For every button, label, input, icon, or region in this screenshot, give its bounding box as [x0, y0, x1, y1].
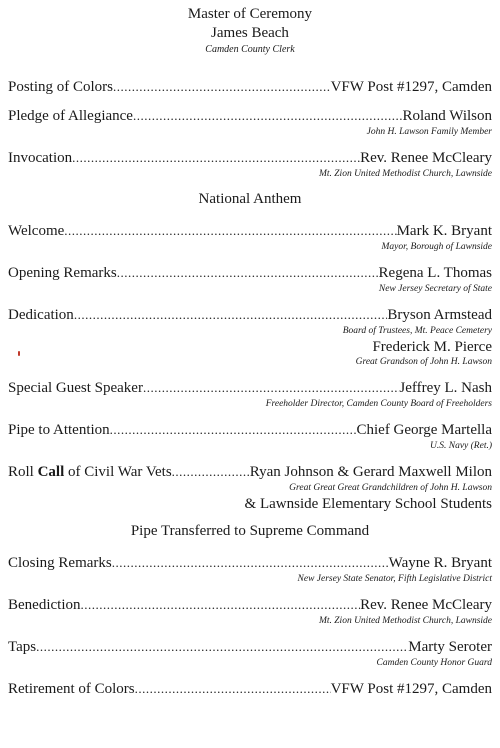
program-page	[8, 0, 492, 748]
program-entry-pledge	[8, 106, 492, 139]
dot-leader	[64, 221, 396, 240]
program-entry-taps	[8, 637, 492, 670]
dot-leader	[113, 77, 331, 96]
entry-name: Bryson Armstead	[387, 307, 492, 323]
entry-label: Dedication	[8, 307, 74, 323]
entry-extra-name: & Lawnside Elementary School Students	[244, 496, 492, 512]
dot-leader	[74, 305, 388, 324]
entry-label: Special Guest Speaker	[8, 380, 143, 396]
program-entry-welcome	[8, 221, 492, 254]
entry-name: Marty Seroter	[408, 639, 492, 655]
entry-name: Rev. Renee McCleary	[360, 150, 492, 166]
ink-mark	[18, 351, 20, 356]
entry-name: Ryan Johnson & Gerard Maxwell Milon	[249, 464, 492, 480]
section-heading-pipe-transferred: Pipe Transferred to Supreme Command	[130, 523, 370, 539]
entry-label: Closing Remarks	[8, 555, 112, 571]
entry-subtitle: Mayor, Borough of Lawnside	[381, 242, 492, 252]
entry-name: VFW Post #1297, Camden	[330, 681, 492, 697]
dot-leader	[117, 263, 379, 282]
dot-leader	[112, 553, 389, 572]
entry-subtitle: New Jersey Secretary of State	[378, 284, 492, 294]
entry-name: Mark K. Bryant	[396, 223, 492, 239]
dot-leader	[133, 106, 402, 125]
entry-name: Jeffrey L. Nash	[399, 380, 492, 396]
program-entry-dedication	[8, 305, 492, 369]
entry-subtitle: Mt. Zion United Methodist Church, Lawnside	[318, 616, 492, 626]
program-entry-benediction	[8, 595, 492, 628]
program-entry-retirement-of-colors	[8, 679, 492, 699]
program-header	[8, 5, 492, 57]
entry-label-pre: Roll	[8, 464, 38, 480]
entry-name: Roland Wilson	[402, 108, 492, 124]
dot-leader	[80, 595, 360, 614]
entry-label-post: of Civil War Vets	[64, 464, 172, 480]
entry-subtitle: Camden County Honor Guard	[376, 658, 492, 668]
entry-name: Chief George Martella	[356, 422, 492, 438]
entry-label: Retirement of Colors	[8, 681, 135, 697]
entry-subtitle: U.S. Navy (Ret.)	[430, 441, 492, 451]
program-entry-pipe-to-attention	[8, 420, 492, 453]
program-entry-special-guest-speaker	[8, 378, 492, 411]
entry-label: Opening Remarks	[8, 265, 117, 281]
entry-label: Welcome	[8, 223, 65, 239]
entry-subtitle: New Jersey State Senator, Fifth Legislative District	[297, 574, 492, 584]
entry-subtitle: Board of Trustees, Mt. Peace Cemetery	[342, 326, 492, 336]
dot-leader	[172, 462, 250, 481]
program-entry-closing-remarks	[8, 553, 492, 586]
entry-subtitle: Freeholder Director, Camden County Board of Freeholders	[265, 399, 492, 409]
entry-label: Benediction	[8, 597, 81, 613]
entry-label: Invocation	[8, 150, 73, 166]
dot-leader	[110, 420, 357, 439]
entry-name: Regena L. Thomas	[378, 265, 492, 281]
entry-name: VFW Post #1297, Camden	[330, 79, 492, 95]
section-heading-national-anthem: National Anthem	[198, 191, 302, 207]
header-title: Master of Ceremony	[187, 6, 313, 22]
program-entry-posting-of-colors	[8, 77, 492, 97]
entry-label: Pipe to Attention	[8, 422, 110, 438]
entry-extra-name: Frederick M. Pierce	[372, 339, 492, 355]
entry-label	[8, 463, 172, 482]
entry-label: Taps	[8, 639, 37, 655]
entry-name: Rev. Renee McCleary	[360, 597, 492, 613]
header-role: Camden County Clerk	[205, 44, 295, 55]
entry-subtitle: Mt. Zion United Methodist Church, Lawnside	[318, 169, 492, 179]
entry-label: Posting of Colors	[8, 79, 114, 95]
program-entry-invocation	[8, 148, 492, 181]
entry-label: Pledge of Allegiance	[8, 108, 133, 124]
dot-leader	[143, 378, 399, 397]
entry-subtitle: Great Great Great Grandchildren of John H. Lawson	[289, 483, 492, 493]
entry-subtitle: John H. Lawson Family Member	[366, 127, 492, 137]
program-entry-roll-call	[8, 462, 492, 513]
entry-label-bold: Call	[37, 464, 65, 480]
entry-name: Wayne R. Bryant	[388, 555, 492, 571]
dot-leader	[72, 148, 360, 167]
header-name: James Beach	[211, 25, 289, 41]
program-entry-opening-remarks	[8, 263, 492, 296]
entry-extra-subtitle: Great Grandson of John H. Lawson	[355, 357, 492, 367]
dot-leader	[36, 637, 408, 656]
dot-leader	[135, 679, 331, 698]
